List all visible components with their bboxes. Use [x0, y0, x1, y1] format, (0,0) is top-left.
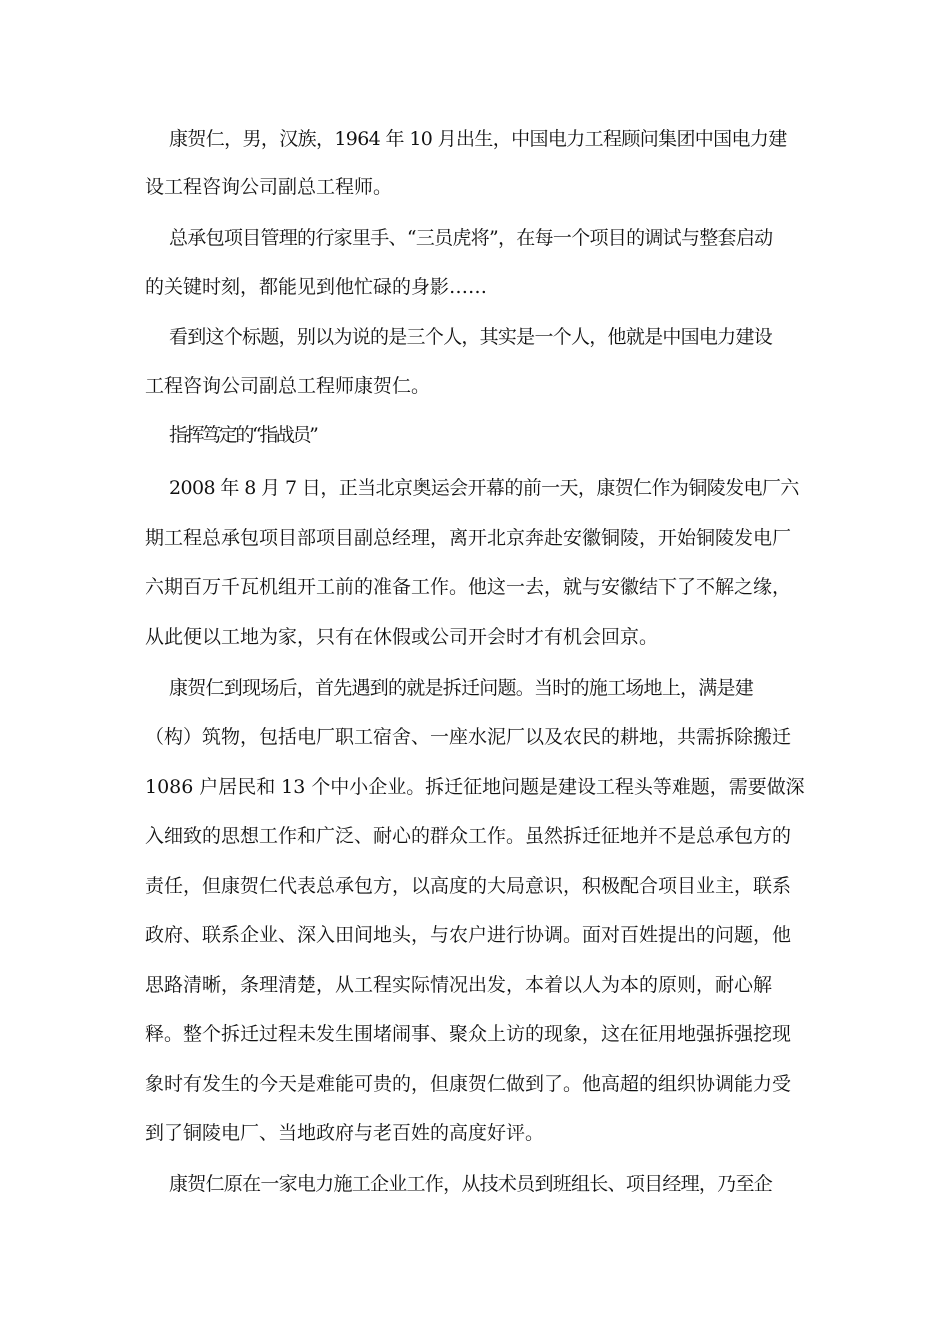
- text-line: 工程咨询公司副总工程师康贺仁。: [145, 375, 431, 397]
- text-line: 思路清晰，条理清楚，从工程实际情况出发，本着以人为本的原则，耐心解: [145, 974, 773, 996]
- text-line: 总承包项目管理的行家里手、“三员虎将”，在每一个项目的调试与整套启动: [169, 227, 773, 249]
- text-line: 1086 户居民和 13 个中小企业。拆迁征地问题是建设工程头等难题，需要做深: [145, 776, 805, 798]
- text-line: 入细致的思想工作和广泛、耐心的群众工作。虽然拆迁征地并不是总承包方的: [145, 825, 792, 847]
- section-heading: 指挥笃定的“指战员”: [169, 424, 317, 446]
- text-line: 释。整个拆迁过程未发生围堵闹事、聚众上访的现象，这在征用地强拆强挖现: [145, 1023, 792, 1045]
- text-line: 象时有发生的今天是难能可贵的，但康贺仁做到了。他高超的组织协调能力受: [145, 1073, 792, 1095]
- text-line: 设工程咨询公司副总工程师。: [145, 176, 393, 198]
- text-line: 责任，但康贺仁代表总承包方，以高度的大局意识，积极配合项目业主，联系: [145, 875, 792, 897]
- text-line: 期工程总承包项目部项目副总经理，离开北京奔赴安徽铜陵，开始铜陵发电厂: [145, 527, 792, 549]
- text-line: 康贺仁到现场后，首先遇到的就是拆迁问题。当时的施工场地上，满是建: [169, 677, 754, 699]
- text-line: 2008 年 8 月 7 日，正当北京奥运会开幕的前一天，康贺仁作为铜陵发电厂六: [169, 477, 799, 499]
- text-line: 到了铜陵电厂、当地政府与老百姓的高度好评。: [145, 1122, 545, 1144]
- text-line: 看到这个标题，别以为说的是三个人，其实是一个人，他就是中国电力建设: [169, 326, 773, 348]
- text-line: 政府、联系企业、深入田间地头，与农户进行协调。面对百姓提出的问题，他: [145, 924, 792, 946]
- text-line: 康贺仁，男，汉族，1964 年 10 月出生，中国电力工程顾问集团中国电力建: [169, 128, 787, 150]
- text-line: 康贺仁原在一家电力施工企业工作，从技术员到班组长、项目经理，乃至企: [169, 1173, 773, 1195]
- text-line: 从此便以工地为家，只有在休假或公司开会时才有机会回京。: [145, 626, 659, 648]
- text-line: （构）筑物，包括电厂职工宿舍、一座水泥厂以及农民的耕地，共需拆除搬迁: [145, 726, 792, 748]
- text-line: 六期百万千瓦机组开工前的准备工作。他这一去，就与安徽结下了不解之缘，: [145, 576, 792, 598]
- text-line: 的关键时刻，都能见到他忙碌的身影……: [145, 276, 488, 298]
